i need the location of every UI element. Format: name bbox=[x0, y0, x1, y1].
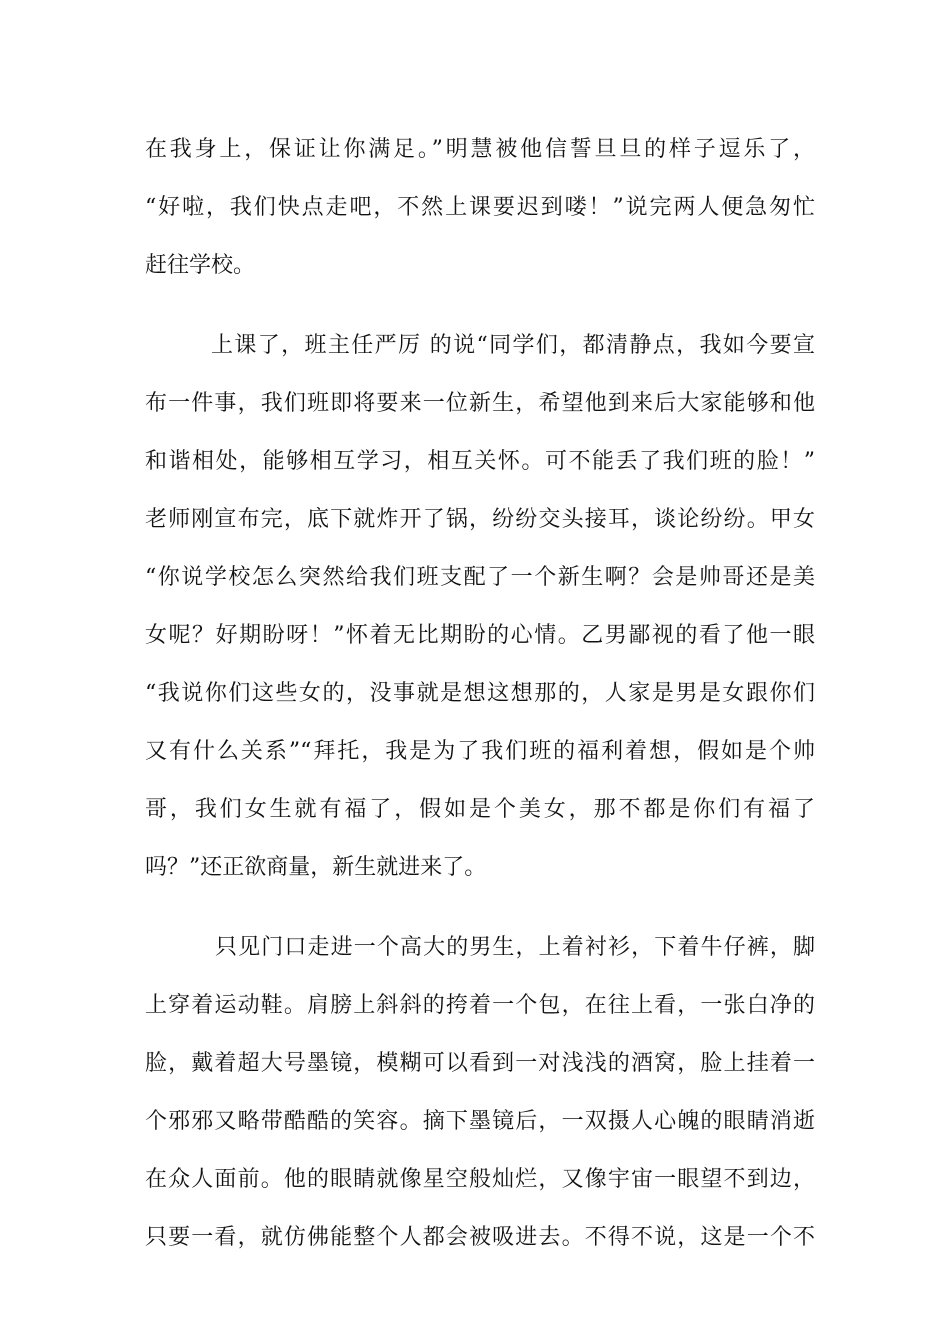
paragraph-3 bbox=[145, 926, 815, 1274]
paragraph-2 bbox=[145, 324, 815, 904]
text-line: 上穿着运动鞋。肩膀上斜斜的挎着一个包，在往上看，一张白净的 bbox=[145, 993, 815, 1018]
paragraph-1 bbox=[145, 128, 815, 302]
text-line: 赶往学校。 bbox=[145, 253, 256, 278]
text-line: 老师刚宣布完，底下就炸开了锅，纷纷交头接耳，谈论纷纷。甲女 bbox=[145, 507, 815, 532]
text-line: 在众人面前。他的眼睛就像星空般灿烂，又像宇宙一眼望不到边， bbox=[145, 1167, 815, 1192]
text-line: 和谐相处，能够相互学习，相互关怀。可不能丢了我们班的脸！” bbox=[145, 449, 815, 474]
text-line: “你说学校怎么突然给我们班支配了一个新生啊？会是帅哥还是美 bbox=[145, 565, 815, 590]
text-line: 哥，我们女生就有福了，假如是个美女，那不都是你们有福了 bbox=[145, 797, 815, 822]
paragraph-gap bbox=[145, 904, 815, 926]
text-line: 女呢？好期盼呀！”怀着无比期盼的心情。乙男鄙视的看了他一眼 bbox=[145, 623, 815, 648]
text-line: 只见门口走进一个高大的男生，上着衬衫，下着牛仔裤，脚 bbox=[215, 935, 815, 960]
text-line: 布一件事，我们班即将要来一位新生，希望他到来后大家能够和他 bbox=[145, 391, 815, 416]
text-line: 只要一看，就仿佛能整个人都会被吸进去。不得不说，这是一个不 bbox=[145, 1225, 815, 1250]
text-line: 上课了，班主任严厉 的说“同学们，都清静点，我如今要宣 bbox=[211, 333, 815, 358]
body-text bbox=[145, 128, 815, 1274]
text-line: 脸，戴着超大号墨镜，模糊可以看到一对浅浅的酒窝，脸上挂着一 bbox=[145, 1051, 815, 1076]
text-line: 个邪邪又略带酷酷的笑容。摘下墨镜后，一双摄人心魄的眼睛消逝 bbox=[145, 1109, 815, 1134]
text-line: “我说你们这些女的，没事就是想这想那的，人家是男是女跟你们 bbox=[145, 681, 815, 706]
text-line: “好啦，我们快点走吧，不然上课要迟到喽！”说完两人便急匆忙 bbox=[145, 195, 815, 220]
text-line: 吗？”还正欲商量，新生就进来了。 bbox=[145, 855, 487, 880]
text-line: 在我身上，保证让你满足。”明慧被他信誓旦旦的样子逗乐了， bbox=[145, 137, 815, 162]
paragraph-gap bbox=[145, 302, 815, 324]
text-line: 又有什么关系”“拜托，我是为了我们班的福利着想，假如是个帅 bbox=[145, 739, 815, 764]
